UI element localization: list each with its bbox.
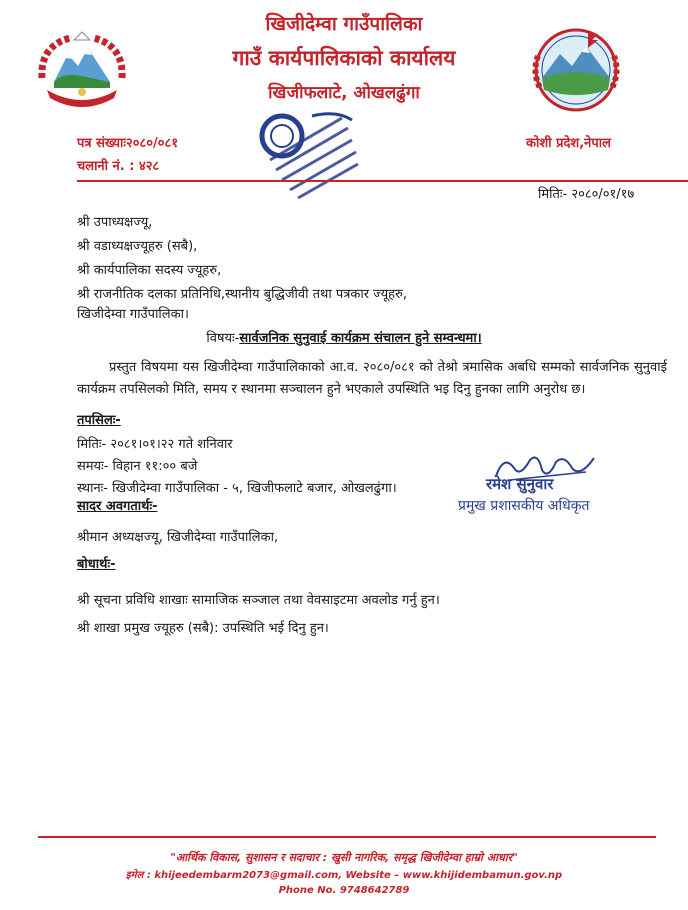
sadar-heading: सादर अवगतार्थः- — [77, 499, 158, 514]
sadar-text: श्रीमान अध्यक्षज्यू, खिजीदेम्वा गाउँपालिका, — [77, 530, 279, 545]
recipient-line: श्री उपाध्यक्षज्यू, — [77, 215, 153, 230]
signatory-name: रमेश सुनुवार — [486, 475, 554, 493]
recipient-line: श्री वडाध्यक्षज्यूहरु (सबै), — [77, 239, 198, 254]
recipient-line: श्री कार्यपालिका सदस्य ज्यूहरु, — [77, 263, 222, 278]
footer-rule — [38, 836, 656, 838]
subject-text: सार्वजनिक सुनुवाई कार्यक्रम संचालन हुने सम्वन्धमा। — [239, 331, 482, 346]
municipality-logo-icon — [526, 26, 626, 112]
signatory-title: प्रमुख प्रशासकीय अधिकृत — [458, 498, 590, 514]
footer-contact: इमेल : khijeedembarm2073@gmail.com, Website – www.khijidembamun.gov.np — [125, 870, 563, 881]
province-label: कोशी प्रदेश,नेपाल — [526, 136, 611, 151]
subject-line — [0, 328, 688, 346]
dispatch-number: चलानी नं. : ४२८ — [77, 159, 160, 174]
municipality-name: खिजीदेम्वा गाउँपालिका — [265, 13, 423, 35]
tapasil-item: मितिः- २०८१।०१।२२ गते शनिवार — [77, 437, 233, 452]
office-address: खिजीफलाटे, ओखलढुंगा — [268, 83, 420, 103]
recipient-line: खिजीदेम्वा गाउँपालिका। — [77, 307, 189, 322]
footer-phone: Phone No. 9748642789 — [278, 885, 410, 896]
body-paragraph: प्रस्तुत विषयमा यस खिजीदेम्वा गाउँपालिकाको आ.व. २०८०/०८१ को तेश्रो त्रमासिक अबधि सम्मको सार्वजनिक सुनुवाई कार्यक्रम तपसिलको मिति, समय र स्थानमा सञ्चालन हुने भएकाले उपस्थिति भइ दिनु हुनका लागि अनुरोध छ। — [77, 360, 667, 397]
bodharth-item: श्री शाखा प्रमुख ज्यूहरु (सबै): उपस्थिति भई दिनु हुन। — [77, 621, 329, 636]
nepal-emblem-icon — [32, 28, 132, 114]
tapasil-item: स्थानः- खिजीदेम्वा गाउँपालिका - ५, खिजीफलाटे बजार, ओखलढुंगा। — [77, 481, 397, 496]
letter-number: पत्र संख्याः२०८०/०८१ — [77, 136, 179, 151]
bodharth-heading: बोधार्थः- — [77, 557, 116, 572]
tapasil-heading: तपसिलः- — [77, 413, 121, 428]
tapasil-item: समयः- विहान ११:०० बजे — [77, 459, 198, 474]
bodharth-item: श्री सूचना प्रविधि शाखाः सामाजिक सञ्जाल तथा वेवसाइटमा अवलोड गर्नु हुन। — [77, 593, 440, 608]
header-rule — [77, 180, 688, 182]
footer-slogan: "आर्थिक विकास, सुशासन र सदाचार : खुसी नागरिक, समृद्ध खिजीदेम्वा हाम्रो आधार" — [170, 851, 518, 864]
letter-date: मितिः- २०८०/०१/१७ — [538, 187, 635, 202]
recipient-line: श्री राजनीतिक दलका प्रतिनिधि,स्थानीय बुद्धिजीवी तथा पत्रकार ज्यूहरु, — [77, 287, 407, 302]
subject-prefix: विषयः- — [206, 331, 240, 346]
office-stamp-icon — [252, 104, 364, 204]
office-name: गाउँ कार्यपालिकाको कार्यालय — [232, 46, 456, 70]
